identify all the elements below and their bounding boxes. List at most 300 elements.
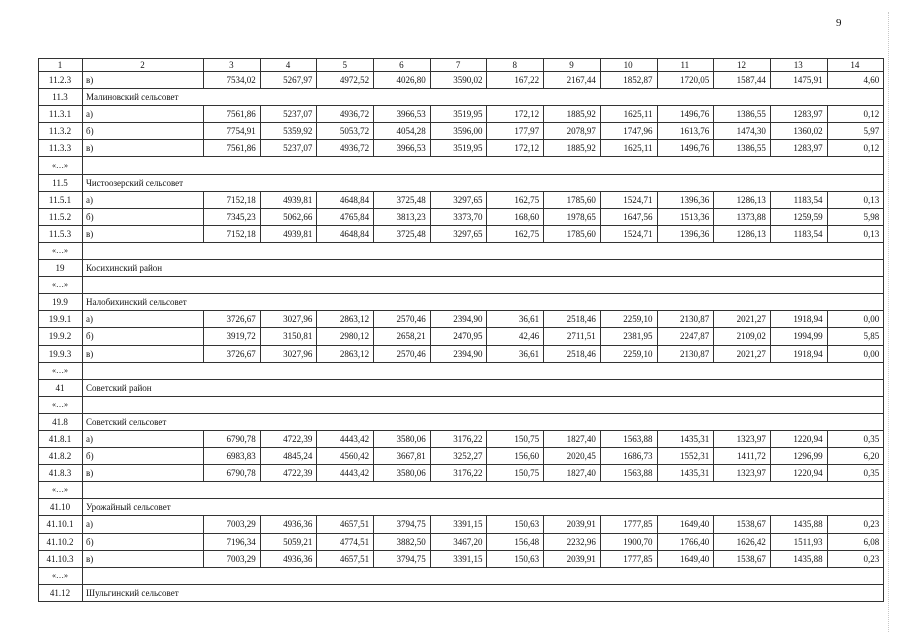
value-cell: 3467,20 [430,533,487,550]
value-cell: 3726,67 [204,345,261,362]
value-cell: 4936,36 [260,516,317,533]
value-cell: 1286,13 [714,191,771,208]
omission-empty-cell [83,396,884,413]
value-cell: 36,61 [487,311,544,328]
value-cell: 1435,31 [657,465,714,482]
value-cell: 2711,51 [544,328,601,345]
value-cell: 1747,96 [600,123,657,140]
omission-marker: «…» [39,567,83,584]
value-cell: 2394,90 [430,311,487,328]
column-header: 5 [317,59,374,72]
value-cell: 4648,84 [317,191,374,208]
table-row [39,533,884,550]
section-name: Налобихинский сельсовет [83,294,884,311]
omission-empty-cell [83,362,884,379]
value-cell: 3580,06 [374,430,431,447]
omission-marker: «…» [39,482,83,499]
value-cell: 2130,87 [657,345,714,362]
value-cell: 1435,31 [657,430,714,447]
value-cell: 3176,22 [430,430,487,447]
row-code: 41.10.1 [39,516,83,533]
value-cell: 5,97 [827,123,884,140]
row-subitem-label: в) [83,72,204,89]
omission-row [39,567,884,584]
row-code: 11.3.1 [39,106,83,123]
value-cell: 2570,46 [374,311,431,328]
value-cell: 3391,15 [430,550,487,567]
value-cell: 6,20 [827,448,884,465]
value-cell: 0,00 [827,345,884,362]
value-cell: 4774,51 [317,533,374,550]
value-cell: 0,35 [827,430,884,447]
value-cell: 4722,39 [260,430,317,447]
row-code: 19.9.3 [39,345,83,362]
value-cell: 3919,72 [204,328,261,345]
omission-empty-cell [83,242,884,259]
value-cell: 1625,11 [600,106,657,123]
value-cell: 7561,86 [204,106,261,123]
section-row [39,499,884,516]
value-cell: 1649,40 [657,550,714,567]
row-subitem-label: а) [83,430,204,447]
column-number-header-row [39,59,884,72]
value-cell: 2259,10 [600,311,657,328]
value-cell: 4765,84 [317,208,374,225]
row-code: 19.9.2 [39,328,83,345]
table-row [39,550,884,567]
value-cell: 1360,02 [770,123,827,140]
value-cell: 4939,81 [260,225,317,242]
value-cell: 0,23 [827,516,884,533]
section-code: 41 [39,379,83,396]
value-cell: 3813,23 [374,208,431,225]
value-cell: 150,63 [487,550,544,567]
section-code: 11.3 [39,89,83,106]
value-cell: 162,75 [487,225,544,242]
row-subitem-label: б) [83,208,204,225]
value-cell: 4722,39 [260,465,317,482]
value-cell: 1885,92 [544,106,601,123]
value-cell: 7754,91 [204,123,261,140]
row-code: 41.10.3 [39,550,83,567]
table-row [39,311,884,328]
row-subitem-label: б) [83,448,204,465]
value-cell: 3150,81 [260,328,317,345]
value-cell: 1475,91 [770,72,827,89]
value-cell: 3966,53 [374,140,431,157]
value-cell: 1435,88 [770,516,827,533]
value-cell: 6,08 [827,533,884,550]
row-code: 11.3.3 [39,140,83,157]
row-code: 11.3.2 [39,123,83,140]
value-cell: 2381,95 [600,328,657,345]
table-row [39,140,884,157]
value-cell: 1686,73 [600,448,657,465]
value-cell: 2021,27 [714,345,771,362]
value-cell: 3297,65 [430,191,487,208]
section-code: 19.9 [39,294,83,311]
value-cell: 172,12 [487,140,544,157]
value-cell: 7561,86 [204,140,261,157]
value-cell: 1496,76 [657,140,714,157]
omission-marker: «…» [39,396,83,413]
row-code: 11.5.1 [39,191,83,208]
value-cell: 3794,75 [374,550,431,567]
value-cell: 1513,36 [657,208,714,225]
table-row [39,345,884,362]
value-cell: 0,12 [827,106,884,123]
value-cell: 1827,40 [544,430,601,447]
value-cell: 1777,85 [600,550,657,567]
value-cell: 2232,96 [544,533,601,550]
row-subitem-label: в) [83,140,204,157]
row-subitem-label: в) [83,225,204,242]
value-cell: 1396,36 [657,225,714,242]
value-cell: 5059,21 [260,533,317,550]
value-cell: 7196,34 [204,533,261,550]
value-cell: 4936,72 [317,140,374,157]
section-name: Советский район [83,379,884,396]
value-cell: 167,22 [487,72,544,89]
value-cell: 1474,30 [714,123,771,140]
section-code: 41.12 [39,584,83,601]
page-edge-line [888,12,889,632]
value-cell: 1720,05 [657,72,714,89]
table-row [39,516,884,533]
section-name: Косихинский район [83,260,884,277]
section-row [39,260,884,277]
value-cell: 150,75 [487,430,544,447]
column-header: 14 [827,59,884,72]
omission-empty-cell [83,567,884,584]
value-cell: 0,00 [827,311,884,328]
column-header: 8 [487,59,544,72]
column-header: 7 [430,59,487,72]
value-cell: 2247,87 [657,328,714,345]
value-cell: 2980,12 [317,328,374,345]
row-subitem-label: в) [83,550,204,567]
value-cell: 156,60 [487,448,544,465]
table-row [39,191,884,208]
value-cell: 1552,31 [657,448,714,465]
column-header: 10 [600,59,657,72]
value-cell: 2518,46 [544,345,601,362]
value-cell: 1563,88 [600,430,657,447]
value-cell: 1396,36 [657,191,714,208]
value-cell: 2109,02 [714,328,771,345]
value-cell: 3725,48 [374,225,431,242]
value-cell: 5237,07 [260,106,317,123]
value-cell: 3882,50 [374,533,431,550]
value-cell: 1625,11 [600,140,657,157]
value-cell: 4443,42 [317,465,374,482]
value-cell: 5,85 [827,328,884,345]
value-cell: 1386,55 [714,140,771,157]
value-cell: 2394,90 [430,345,487,362]
value-cell: 1296,99 [770,448,827,465]
column-header: 4 [260,59,317,72]
row-code: 11.5.3 [39,225,83,242]
value-cell: 1496,76 [657,106,714,123]
value-cell: 3252,27 [430,448,487,465]
value-cell: 36,61 [487,345,544,362]
row-subitem-label: в) [83,465,204,482]
row-code: 11.5.2 [39,208,83,225]
value-cell: 3027,96 [260,311,317,328]
table-row [39,328,884,345]
value-cell: 5267,97 [260,72,317,89]
table-row [39,225,884,242]
value-cell: 4054,28 [374,123,431,140]
value-cell: 6790,78 [204,430,261,447]
value-cell: 1563,88 [600,465,657,482]
section-row [39,174,884,191]
section-row [39,413,884,430]
row-code: 11.2.3 [39,72,83,89]
value-cell: 2021,27 [714,311,771,328]
column-header: 1 [39,59,83,72]
value-cell: 42,46 [487,328,544,345]
value-cell: 4972,52 [317,72,374,89]
value-cell: 5053,72 [317,123,374,140]
value-cell: 4648,84 [317,225,374,242]
value-cell: 2039,91 [544,550,601,567]
value-cell: 4936,36 [260,550,317,567]
value-cell: 172,12 [487,106,544,123]
section-code: 19 [39,260,83,277]
table-row [39,106,884,123]
omission-row [39,482,884,499]
value-cell: 3590,02 [430,72,487,89]
row-code: 19.9.1 [39,311,83,328]
column-header: 9 [544,59,601,72]
section-name: Урожайный сельсовет [83,499,884,516]
table-row [39,448,884,465]
omission-empty-cell [83,482,884,499]
section-row [39,584,884,601]
value-cell: 177,97 [487,123,544,140]
section-name: Советский сельсовет [83,413,884,430]
value-cell: 7152,18 [204,225,261,242]
row-subitem-label: б) [83,328,204,345]
value-cell: 2130,87 [657,311,714,328]
value-cell: 3725,48 [374,191,431,208]
table-row [39,465,884,482]
omission-row [39,396,884,413]
value-cell: 2863,12 [317,345,374,362]
value-cell: 2259,10 [600,345,657,362]
value-cell: 1220,94 [770,465,827,482]
column-header: 6 [374,59,431,72]
omission-row [39,242,884,259]
value-cell: 1323,97 [714,430,771,447]
value-cell: 1785,60 [544,225,601,242]
value-cell: 2658,21 [374,328,431,345]
row-subitem-label: в) [83,345,204,362]
value-cell: 1259,59 [770,208,827,225]
value-cell: 1647,56 [600,208,657,225]
value-cell: 1183,54 [770,191,827,208]
tariff-table [38,58,884,602]
value-cell: 3297,65 [430,225,487,242]
value-cell: 3373,70 [430,208,487,225]
value-cell: 2167,44 [544,72,601,89]
table-row [39,208,884,225]
column-header: 12 [714,59,771,72]
value-cell: 1852,87 [600,72,657,89]
table-row [39,430,884,447]
value-cell: 0,13 [827,191,884,208]
value-cell: 1183,54 [770,225,827,242]
column-header: 2 [83,59,204,72]
value-cell: 1220,94 [770,430,827,447]
row-subitem-label: а) [83,106,204,123]
value-cell: 4657,51 [317,516,374,533]
value-cell: 5062,66 [260,208,317,225]
column-header: 3 [204,59,261,72]
value-cell: 1538,67 [714,550,771,567]
value-cell: 1978,65 [544,208,601,225]
omission-marker: «…» [39,362,83,379]
row-code: 41.10.2 [39,533,83,550]
value-cell: 1323,97 [714,465,771,482]
value-cell: 1766,40 [657,533,714,550]
value-cell: 168,60 [487,208,544,225]
section-row [39,294,884,311]
value-cell: 7003,29 [204,516,261,533]
value-cell: 3726,67 [204,311,261,328]
value-cell: 5,98 [827,208,884,225]
value-cell: 1373,88 [714,208,771,225]
table-body [39,72,884,602]
row-code: 41.8.3 [39,465,83,482]
value-cell: 1918,94 [770,311,827,328]
value-cell: 3519,95 [430,140,487,157]
omission-empty-cell [83,157,884,174]
value-cell: 2020,45 [544,448,601,465]
value-cell: 7534,02 [204,72,261,89]
omission-marker: «…» [39,242,83,259]
value-cell: 3176,22 [430,465,487,482]
value-cell: 3667,81 [374,448,431,465]
value-cell: 1649,40 [657,516,714,533]
omission-row [39,157,884,174]
value-cell: 1511,93 [770,533,827,550]
table-row [39,72,884,89]
value-cell: 1435,88 [770,550,827,567]
value-cell: 1827,40 [544,465,601,482]
omission-row [39,362,884,379]
value-cell: 4,60 [827,72,884,89]
row-code: 41.8.1 [39,430,83,447]
value-cell: 0,23 [827,550,884,567]
omission-row [39,277,884,294]
value-cell: 0,35 [827,465,884,482]
value-cell: 7003,29 [204,550,261,567]
value-cell: 4657,51 [317,550,374,567]
value-cell: 1538,67 [714,516,771,533]
section-code: 41.10 [39,499,83,516]
row-subitem-label: а) [83,191,204,208]
value-cell: 1283,97 [770,106,827,123]
value-cell: 1524,71 [600,225,657,242]
value-cell: 4845,24 [260,448,317,465]
column-header: 11 [657,59,714,72]
row-subitem-label: б) [83,533,204,550]
section-code: 41.8 [39,413,83,430]
value-cell: 1785,60 [544,191,601,208]
value-cell: 4026,80 [374,72,431,89]
value-cell: 3580,06 [374,465,431,482]
value-cell: 162,75 [487,191,544,208]
value-cell: 2863,12 [317,311,374,328]
value-cell: 2570,46 [374,345,431,362]
section-row [39,379,884,396]
value-cell: 1994,99 [770,328,827,345]
value-cell: 3391,15 [430,516,487,533]
row-code: 41.8.2 [39,448,83,465]
value-cell: 3966,53 [374,106,431,123]
value-cell: 150,63 [487,516,544,533]
value-cell: 1613,76 [657,123,714,140]
value-cell: 5237,07 [260,140,317,157]
value-cell: 4443,42 [317,430,374,447]
row-subitem-label: а) [83,311,204,328]
value-cell: 6983,83 [204,448,261,465]
value-cell: 1411,72 [714,448,771,465]
value-cell: 6790,78 [204,465,261,482]
value-cell: 2518,46 [544,311,601,328]
value-cell: 7152,18 [204,191,261,208]
value-cell: 3596,00 [430,123,487,140]
value-cell: 4936,72 [317,106,374,123]
value-cell: 7345,23 [204,208,261,225]
value-cell: 1626,42 [714,533,771,550]
row-subitem-label: а) [83,516,204,533]
value-cell: 1918,94 [770,345,827,362]
value-cell: 1900,70 [600,533,657,550]
section-name: Чистоозерский сельсовет [83,174,884,191]
value-cell: 3794,75 [374,516,431,533]
value-cell: 1587,44 [714,72,771,89]
value-cell: 1283,97 [770,140,827,157]
section-row [39,89,884,106]
row-subitem-label: б) [83,123,204,140]
section-code: 11.5 [39,174,83,191]
value-cell: 1386,55 [714,106,771,123]
value-cell: 3519,95 [430,106,487,123]
omission-empty-cell [83,277,884,294]
section-name: Малиновский сельсовет [83,89,884,106]
omission-marker: «…» [39,277,83,294]
value-cell: 1885,92 [544,140,601,157]
omission-marker: «…» [39,157,83,174]
value-cell: 156,48 [487,533,544,550]
value-cell: 1777,85 [600,516,657,533]
value-cell: 4560,42 [317,448,374,465]
value-cell: 0,12 [827,140,884,157]
value-cell: 2078,97 [544,123,601,140]
table-row [39,123,884,140]
value-cell: 0,13 [827,225,884,242]
value-cell: 5359,92 [260,123,317,140]
page-number: 9 [836,17,842,29]
value-cell: 150,75 [487,465,544,482]
column-header: 13 [770,59,827,72]
value-cell: 2470,95 [430,328,487,345]
value-cell: 2039,91 [544,516,601,533]
value-cell: 1286,13 [714,225,771,242]
